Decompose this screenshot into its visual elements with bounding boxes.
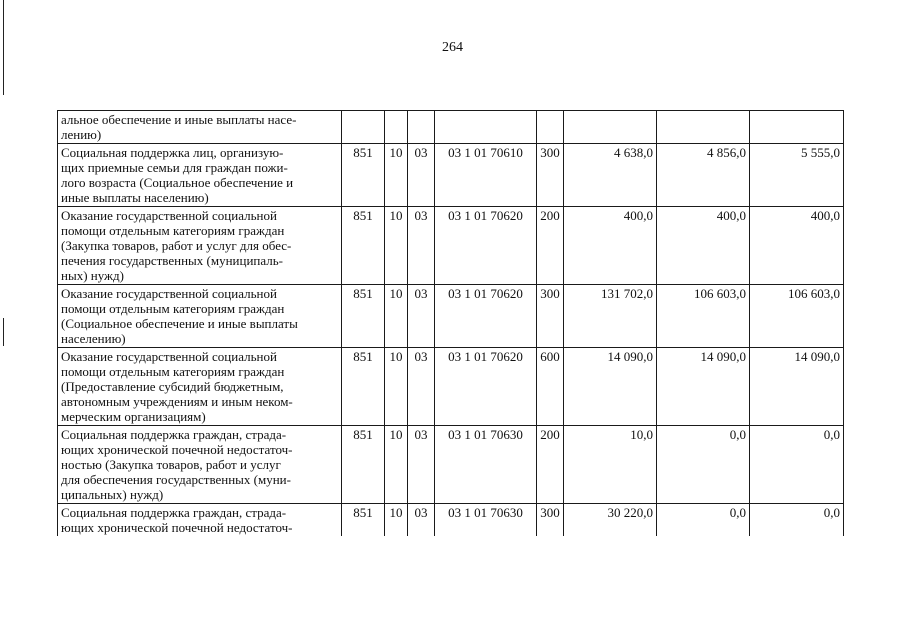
cell-description xyxy=(58,111,342,144)
cell-description xyxy=(58,207,342,285)
cell-grbs: 851 xyxy=(342,207,385,285)
cell-amount-year-3: 400,0 xyxy=(750,207,844,285)
left-margin-tick xyxy=(3,318,4,346)
cell-target-article: 03 1 01 70620 xyxy=(435,285,537,348)
cell-amount-year-2 xyxy=(657,111,750,144)
table-row xyxy=(58,504,844,537)
cell-amount-year-2: 4 856,0 xyxy=(657,144,750,207)
cell-expense-type: 300 xyxy=(537,285,564,348)
table-row xyxy=(58,144,844,207)
cell-description xyxy=(58,144,342,207)
description-line: автономным учреждениям и иным неком- xyxy=(61,394,293,409)
cell-section: 10 xyxy=(385,426,408,504)
table-row xyxy=(58,426,844,504)
budget-table xyxy=(57,110,844,536)
description-line: мерческим организациям) xyxy=(61,409,206,424)
description-line: помощи отдельным категориям граждан xyxy=(61,301,285,316)
description-line: Социальная поддержка граждан, страда- xyxy=(61,427,287,442)
cell-section: 10 xyxy=(385,144,408,207)
description-line: ных) нужд) xyxy=(61,268,124,283)
cell-amount-year-3: 0,0 xyxy=(750,504,844,537)
page-number: 264 xyxy=(442,40,463,55)
cell-subsection: 03 xyxy=(408,348,435,426)
cell-target-article: 03 1 01 70630 xyxy=(435,426,537,504)
cell-expense-type: 600 xyxy=(537,348,564,426)
description-line: для обеспечения государственных (муни- xyxy=(61,472,291,487)
table-row xyxy=(58,285,844,348)
cell-amount-year-2: 0,0 xyxy=(657,504,750,537)
cell-amount-year-3: 106 603,0 xyxy=(750,285,844,348)
cell-section: 10 xyxy=(385,504,408,537)
cell-section xyxy=(385,111,408,144)
cell-amount-year-3: 0,0 xyxy=(750,426,844,504)
cell-description xyxy=(58,504,342,537)
description-line: ющих хронической почечной недостаточ- xyxy=(61,520,293,535)
cell-amount-year-1: 10,0 xyxy=(564,426,657,504)
table-row xyxy=(58,207,844,285)
cell-subsection: 03 xyxy=(408,504,435,537)
description-line: Оказание государственной социальной xyxy=(61,349,277,364)
cell-description xyxy=(58,426,342,504)
cell-section: 10 xyxy=(385,348,408,426)
cell-amount-year-3: 14 090,0 xyxy=(750,348,844,426)
description-line: помощи отдельным категориям граждан xyxy=(61,364,285,379)
cell-subsection: 03 xyxy=(408,285,435,348)
description-line: печения государственных (муниципаль- xyxy=(61,253,284,268)
cell-target-article: 03 1 01 70620 xyxy=(435,348,537,426)
cell-amount-year-3 xyxy=(750,111,844,144)
cell-description xyxy=(58,285,342,348)
description-line: иные выплаты населению) xyxy=(61,190,209,205)
description-line: ностью (Закупка товаров, работ и услуг xyxy=(61,457,281,472)
description-line: ципальных) нужд) xyxy=(61,487,164,502)
cell-amount-year-1: 14 090,0 xyxy=(564,348,657,426)
description-line: лению) xyxy=(61,127,102,142)
cell-grbs: 851 xyxy=(342,144,385,207)
cell-section: 10 xyxy=(385,285,408,348)
budget-table-body xyxy=(58,111,844,537)
cell-amount-year-2: 14 090,0 xyxy=(657,348,750,426)
description-line: Оказание государственной социальной xyxy=(61,208,277,223)
cell-amount-year-1: 30 220,0 xyxy=(564,504,657,537)
cell-amount-year-1: 400,0 xyxy=(564,207,657,285)
description-line: (Предоставление субсидий бюджетным, xyxy=(61,379,284,394)
table-row xyxy=(58,348,844,426)
cell-grbs: 851 xyxy=(342,348,385,426)
cell-amount-year-2: 400,0 xyxy=(657,207,750,285)
cell-target-article: 03 1 01 70610 xyxy=(435,144,537,207)
cell-expense-type: 300 xyxy=(537,144,564,207)
cell-subsection xyxy=(408,111,435,144)
cell-expense-type: 200 xyxy=(537,207,564,285)
description-line: лого возраста (Социальное обеспечение и xyxy=(61,175,294,190)
table-row xyxy=(58,111,844,144)
cell-description xyxy=(58,348,342,426)
cell-amount-year-1: 131 702,0 xyxy=(564,285,657,348)
cell-grbs: 851 xyxy=(342,426,385,504)
cell-target-article xyxy=(435,111,537,144)
cell-subsection: 03 xyxy=(408,144,435,207)
description-line: Социальная поддержка лиц, организую- xyxy=(61,145,284,160)
cell-grbs: 851 xyxy=(342,504,385,537)
description-line: населению) xyxy=(61,331,126,346)
cell-expense-type xyxy=(537,111,564,144)
cell-amount-year-3: 5 555,0 xyxy=(750,144,844,207)
description-line: щих приемные семьи для граждан пожи- xyxy=(61,160,288,175)
cell-section: 10 xyxy=(385,207,408,285)
cell-target-article: 03 1 01 70630 xyxy=(435,504,537,537)
description-line: помощи отдельным категориям граждан xyxy=(61,223,285,238)
cell-expense-type: 300 xyxy=(537,504,564,537)
cell-amount-year-2: 0,0 xyxy=(657,426,750,504)
cell-expense-type: 200 xyxy=(537,426,564,504)
description-line: (Социальное обеспечение и иные выплаты xyxy=(61,316,298,331)
cell-subsection: 03 xyxy=(408,207,435,285)
cell-amount-year-2: 106 603,0 xyxy=(657,285,750,348)
description-line: Оказание государственной социальной xyxy=(61,286,277,301)
description-line: Социальная поддержка граждан, страда- xyxy=(61,505,287,520)
cell-subsection: 03 xyxy=(408,426,435,504)
cell-grbs: 851 xyxy=(342,285,385,348)
cell-amount-year-1: 4 638,0 xyxy=(564,144,657,207)
description-line: (Закупка товаров, работ и услуг для обес- xyxy=(61,238,292,253)
cell-grbs xyxy=(342,111,385,144)
cell-amount-year-1 xyxy=(564,111,657,144)
description-line: ющих хронической почечной недостаточ- xyxy=(61,442,293,457)
cell-target-article: 03 1 01 70620 xyxy=(435,207,537,285)
description-line: альное обеспечение и иные выплаты насе- xyxy=(61,112,297,127)
